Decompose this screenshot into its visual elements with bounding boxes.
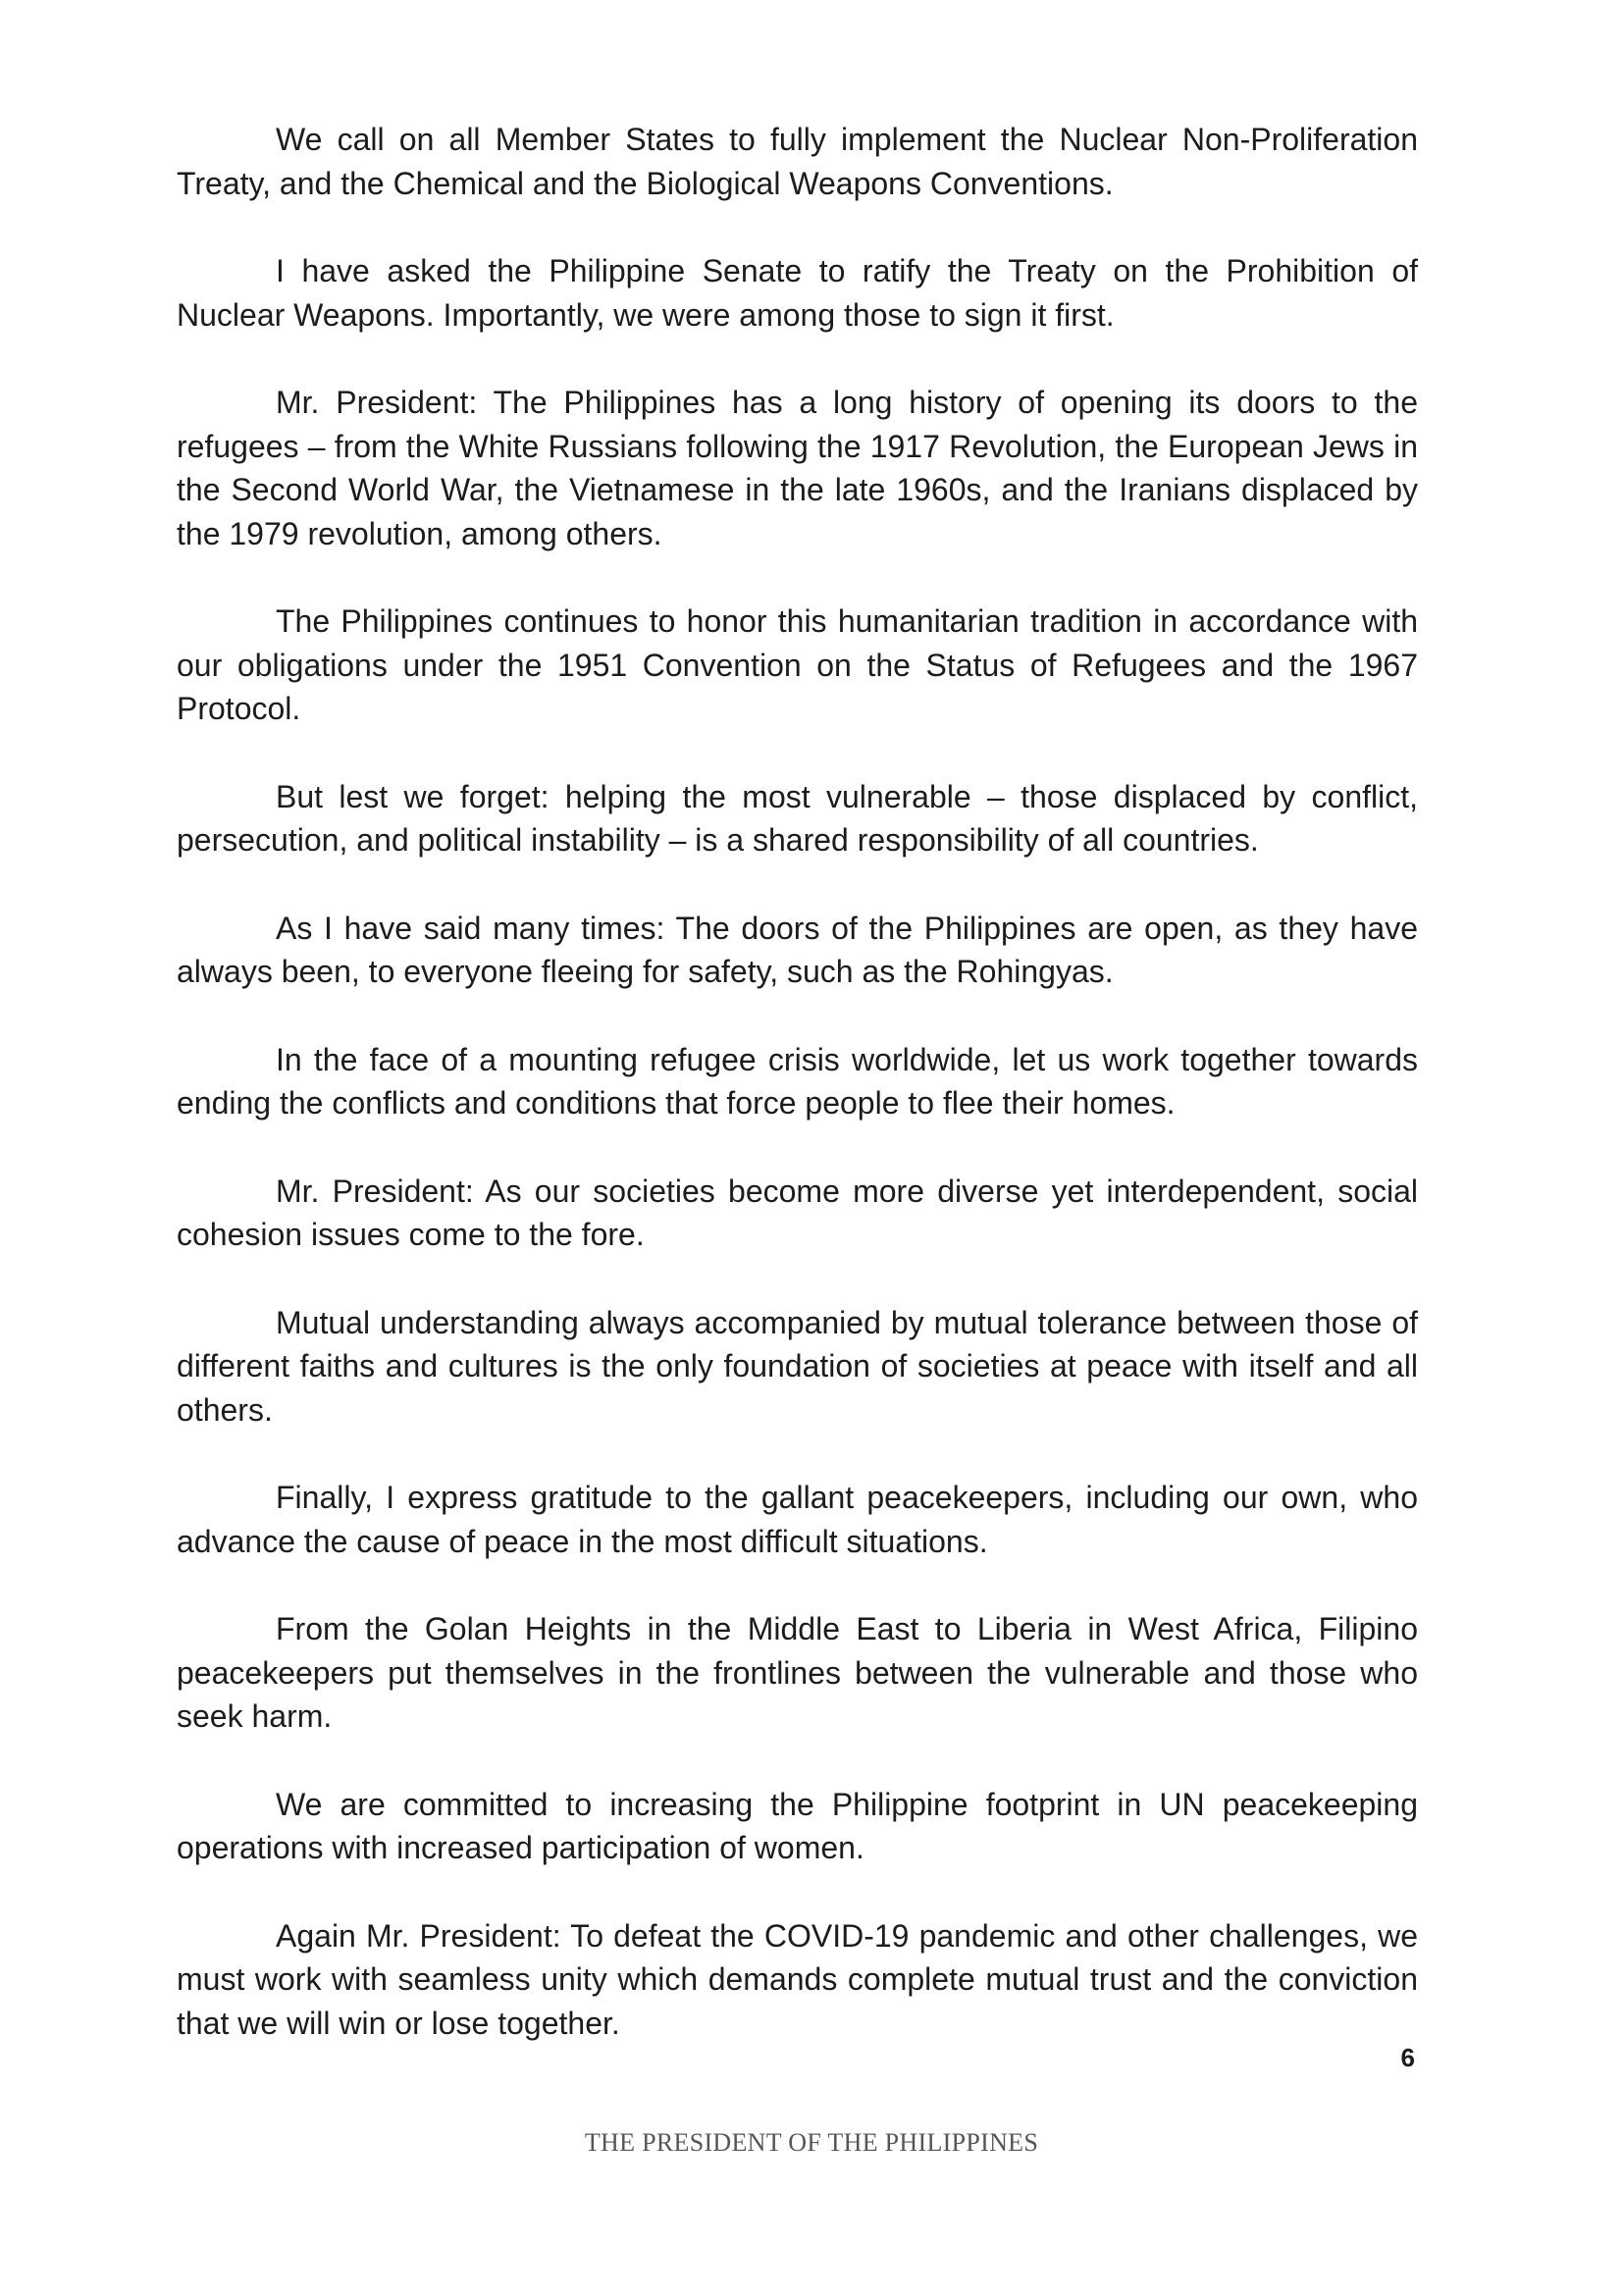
paragraph-humanitarian-tradition: The Philippines continues to honor this humanitarian tradition in accordance with our obligations under the 1951 Convention on the Status of Refugees and the 1967 Protocol. xyxy=(177,603,1418,726)
paragraph-shared-responsibility: But lest we forget: helping the most vulnerable – those displaced by conflict, persecution, and political instability – is a shared responsibility of all countries. xyxy=(177,778,1418,858)
speech-body xyxy=(177,118,1418,2089)
paragraph-golan-liberia: From the Golan Heights in the Middle East to Liberia in West Africa, Filipino peacekeepers put themselves in the frontlines between the vulnerable and those who seek harm. xyxy=(177,1611,1418,1734)
paragraph-refugee-crisis: In the face of a mounting refugee crisis worldwide, let us work together towards ending the conflicts and conditions that force people to flee their homes. xyxy=(177,1041,1418,1121)
paragraph-un-peacekeeping: We are committed to increasing the Philippine footprint in UN peacekeeping operations with increased participation of women. xyxy=(177,1786,1418,1865)
page-footer: THE PRESIDENT OF THE PHILIPPINES xyxy=(584,2128,1039,2157)
page-number: 6 xyxy=(1400,2043,1415,2072)
paragraph-refugee-history: Mr. President: The Philippines has a long history of opening its doors to the refugees – from the White Russians following the 1917 Revolution, the European Jews in the Second World War, the Vietnamese in the late 1960s, and the Iranians displaced by the 1979 revolution, among others. xyxy=(177,385,1418,551)
paragraph-peacekeepers-gratitude: Finally, I express gratitude to the gallant peacekeepers, including our own, who advance the cause of peace in the most difficult situations. xyxy=(177,1480,1418,1559)
paragraph-senate-ratify: I have asked the Philippine Senate to ratify the Treaty on the Prohibition of Nuclear Weapons. Importantly, we were among those to sign it first. xyxy=(177,253,1418,333)
paragraph-doors-open: As I have said many times: The doors of the Philippines are open, as they have always been, to everyone fleeing for safety, such as the Rohingyas. xyxy=(177,910,1418,989)
paragraph-social-cohesion: Mr. President: As our societies become more diverse yet interdependent, social cohesion issues come to the fore. xyxy=(177,1173,1418,1252)
paragraph-mutual-understanding: Mutual understanding always accompanied by mutual tolerance between those of different faiths and cultures is the only foundation of societies at peace with itself and all others. xyxy=(177,1304,1418,1428)
paragraph-nonproliferation: We call on all Member States to fully implement the Nuclear Non-Proliferation Treaty, and the Chemical and the Biological Weapons Conventions. xyxy=(177,122,1418,201)
paragraph-covid-unity: Again Mr. President: To defeat the COVID-19 pandemic and other challenges, we must work with seamless unity which demands complete mutual trust and the conviction that we will win or lose together. xyxy=(177,1917,1418,2041)
